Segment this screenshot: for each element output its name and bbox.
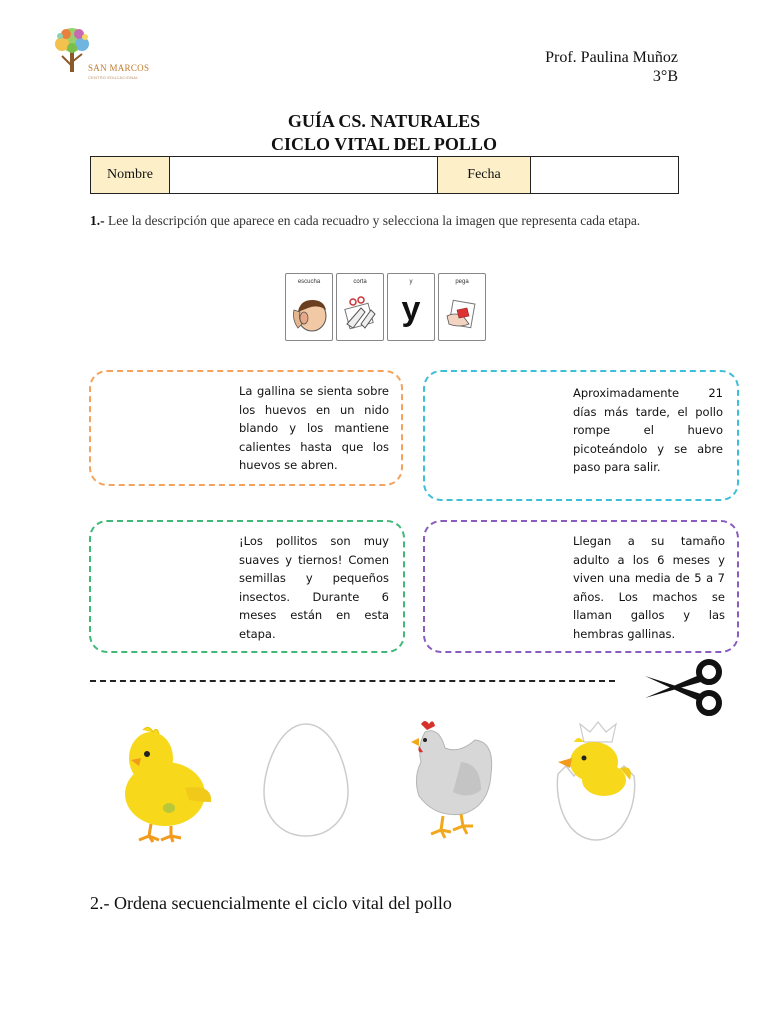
title-line-1: GUÍA CS. NATURALES [287, 111, 481, 131]
stage-text: Aproximadamente 21 días más tarde, el pollo rompe el huevo picoteándolo y se abre paso para salir. [573, 386, 723, 474]
date-field[interactable] [531, 157, 679, 194]
pictogram-listen [285, 273, 333, 341]
question-2: 2.- Ordena secuencialmente el ciclo vital del pollo [90, 893, 452, 913]
school-logo [52, 26, 162, 86]
scissors-icon [643, 658, 725, 718]
pictogram-and [387, 273, 435, 341]
question-1-number: 1.- [90, 213, 105, 228]
stage-box-adult [423, 520, 739, 653]
question-1-text: Lee la descripción que aparece en cada recuadro y selecciona la imagen que representa cada etapa. [108, 213, 641, 228]
stage-text: La gallina se sienta sobre los huevos en un nido blando y los mantiene calientes hasta que los huevos se abren. [239, 384, 389, 472]
stage-box-hatching [423, 370, 739, 501]
pictogram-cut [336, 273, 384, 341]
hatching-chick-image [550, 720, 640, 842]
chick-image [115, 722, 215, 844]
date-label: Fecha [438, 157, 531, 194]
cut-line [90, 680, 615, 682]
name-label: Nombre [91, 157, 170, 194]
tree-icon [52, 26, 92, 76]
cut-icon [341, 294, 379, 334]
pictogram-letter: y [401, 290, 421, 328]
logo-name: SAN MARCOS [88, 63, 150, 73]
logo-subtitle: CENTRO EDUCACIONAL [88, 75, 139, 80]
name-field[interactable] [170, 157, 438, 194]
page-title [0, 110, 768, 156]
pictogram-glue [438, 273, 486, 341]
title-line-2: CICLO VITAL DEL POLLO [271, 134, 497, 154]
egg-image [262, 722, 350, 838]
pictogram-label: pega [455, 279, 469, 285]
pictogram-label: y [409, 279, 413, 285]
student-info-table [90, 156, 679, 194]
stage-text: ¡Los pollitos son muy suaves y tiernos! Comen semillas y pequeños insectos. Durante 6 meses están en esta etapa. [239, 534, 389, 641]
question-1 [90, 212, 680, 230]
stage-text: Llegan a su tamaño adulto a los 6 meses y viven una media de 5 a 7 años. Los machos se llaman gallos y las hembras gallinas. [573, 534, 725, 641]
pictogram-label: escucha [297, 279, 321, 285]
listen-icon [290, 294, 328, 334]
course-label: 3°B [652, 68, 678, 85]
hen-image [405, 718, 497, 842]
glue-icon [443, 294, 481, 334]
stage-box-incubation [89, 370, 403, 486]
teacher-block [545, 48, 678, 86]
pictogram-label: corta [353, 279, 367, 285]
stage-box-chick [89, 520, 405, 653]
teacher-name: Prof. Paulina Muñoz [545, 49, 678, 66]
